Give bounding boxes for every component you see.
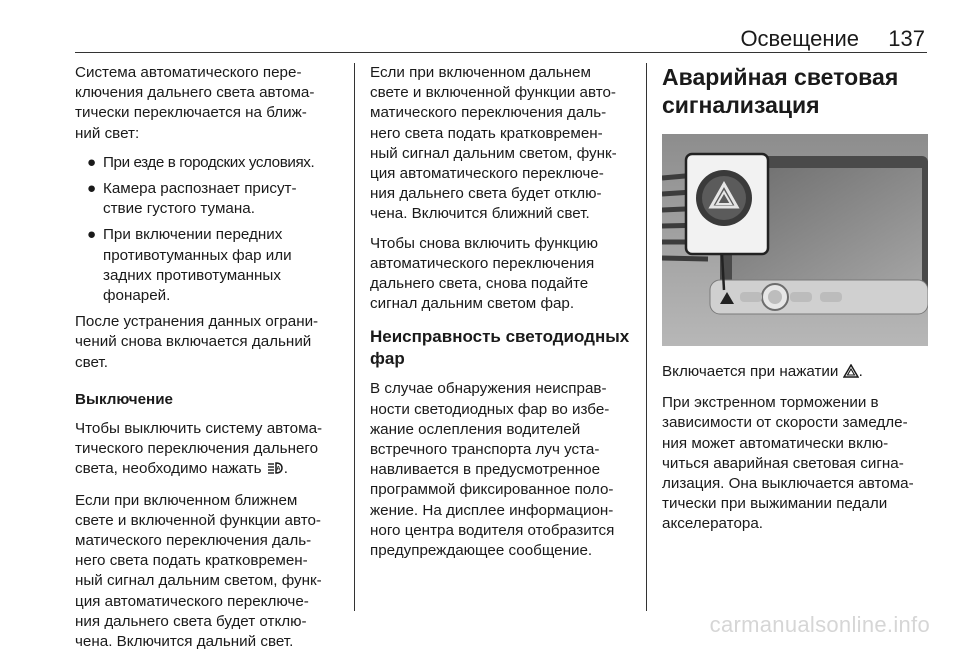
off-heading: Выключение bbox=[75, 390, 173, 408]
bullet-icon: ● bbox=[87, 226, 97, 244]
list-item: ● Камера распознает присут- ствие густого тумана. bbox=[87, 180, 297, 218]
off-paragraph: Чтобы выключить систему автома- тического переключения дальнего света, необходимо нажать A . bbox=[75, 419, 347, 482]
paragraph: Чтобы снова включить функцию автоматического переключения дальнего света, снова подайте сигнал дальним светом фар. bbox=[370, 234, 598, 313]
high-beam-assist-icon bbox=[266, 461, 284, 481]
column-1 bbox=[75, 63, 347, 661]
section-heading: Неисправность светодиодных фар bbox=[370, 327, 630, 369]
paragraph: Включается при нажатии . bbox=[662, 362, 928, 384]
list-item: ● При езде в городских условиях. bbox=[75, 153, 347, 173]
paragraph: В случае обнаружения неисправ- ности светодиодных фар во избе- жание ослепления водителей встречного транспорта луч уста- навливается в предусмотренное программой фиксированное поло- жение. На дисплее информацион- ного центра водителя отобразится предупреждающее сообщение. bbox=[370, 380, 615, 560]
page-header bbox=[75, 22, 927, 53]
page-number: 137 bbox=[888, 26, 925, 51]
section-title: Аварийная световая сигнализация bbox=[662, 64, 899, 118]
column-divider bbox=[646, 63, 647, 611]
bullet-icon: ● bbox=[87, 180, 97, 198]
intro-paragraph: Система автоматического пере- ключения дальнего света автома- тически переключается на ближ- ний свет: bbox=[75, 64, 315, 142]
column-2 bbox=[370, 63, 638, 570]
list-item: ● При включении передних противотуманных фар или задних противотуманных фонарей. bbox=[87, 226, 292, 305]
dashboard-photo bbox=[662, 134, 928, 346]
watermark: carmanualsonline.info bbox=[709, 612, 930, 637]
column-3 bbox=[662, 63, 928, 544]
hazard-warning-icon bbox=[843, 364, 859, 384]
after-paragraph: После устранения данных ограни- чений снова включается дальний свет. bbox=[75, 313, 319, 371]
page-title: Освещение bbox=[740, 26, 859, 51]
last-paragraph: Если при включенном ближнем свете и включенной функции авто- матического переключения даль- него света подать кратковремен- ный сигнал дальним светом, функ- ция автоматического переключе- ния дальнего света будет отклю- чена. Включится дальний свет. bbox=[75, 491, 322, 651]
column-divider bbox=[354, 63, 355, 611]
paragraph: Если при включенном дальнем свете и включенной функции авто- матического переключения даль- него света подать кратковремен- ный сигнал дальним светом, функ- ция автоматического переключе- ния дальнего света будет отклю- чена. Включится ближний свет. bbox=[370, 64, 617, 223]
svg-text:A: A bbox=[276, 466, 281, 473]
conditions-list bbox=[75, 153, 347, 306]
bullet-icon: ● bbox=[87, 153, 97, 171]
paragraph: При экстренном торможении в зависимости от скорости замедле- ния может автоматически вклю- читься аварийная световая сигна- лизация. Она выключается автома- тически при выжимании педали акселератора. bbox=[662, 394, 914, 533]
